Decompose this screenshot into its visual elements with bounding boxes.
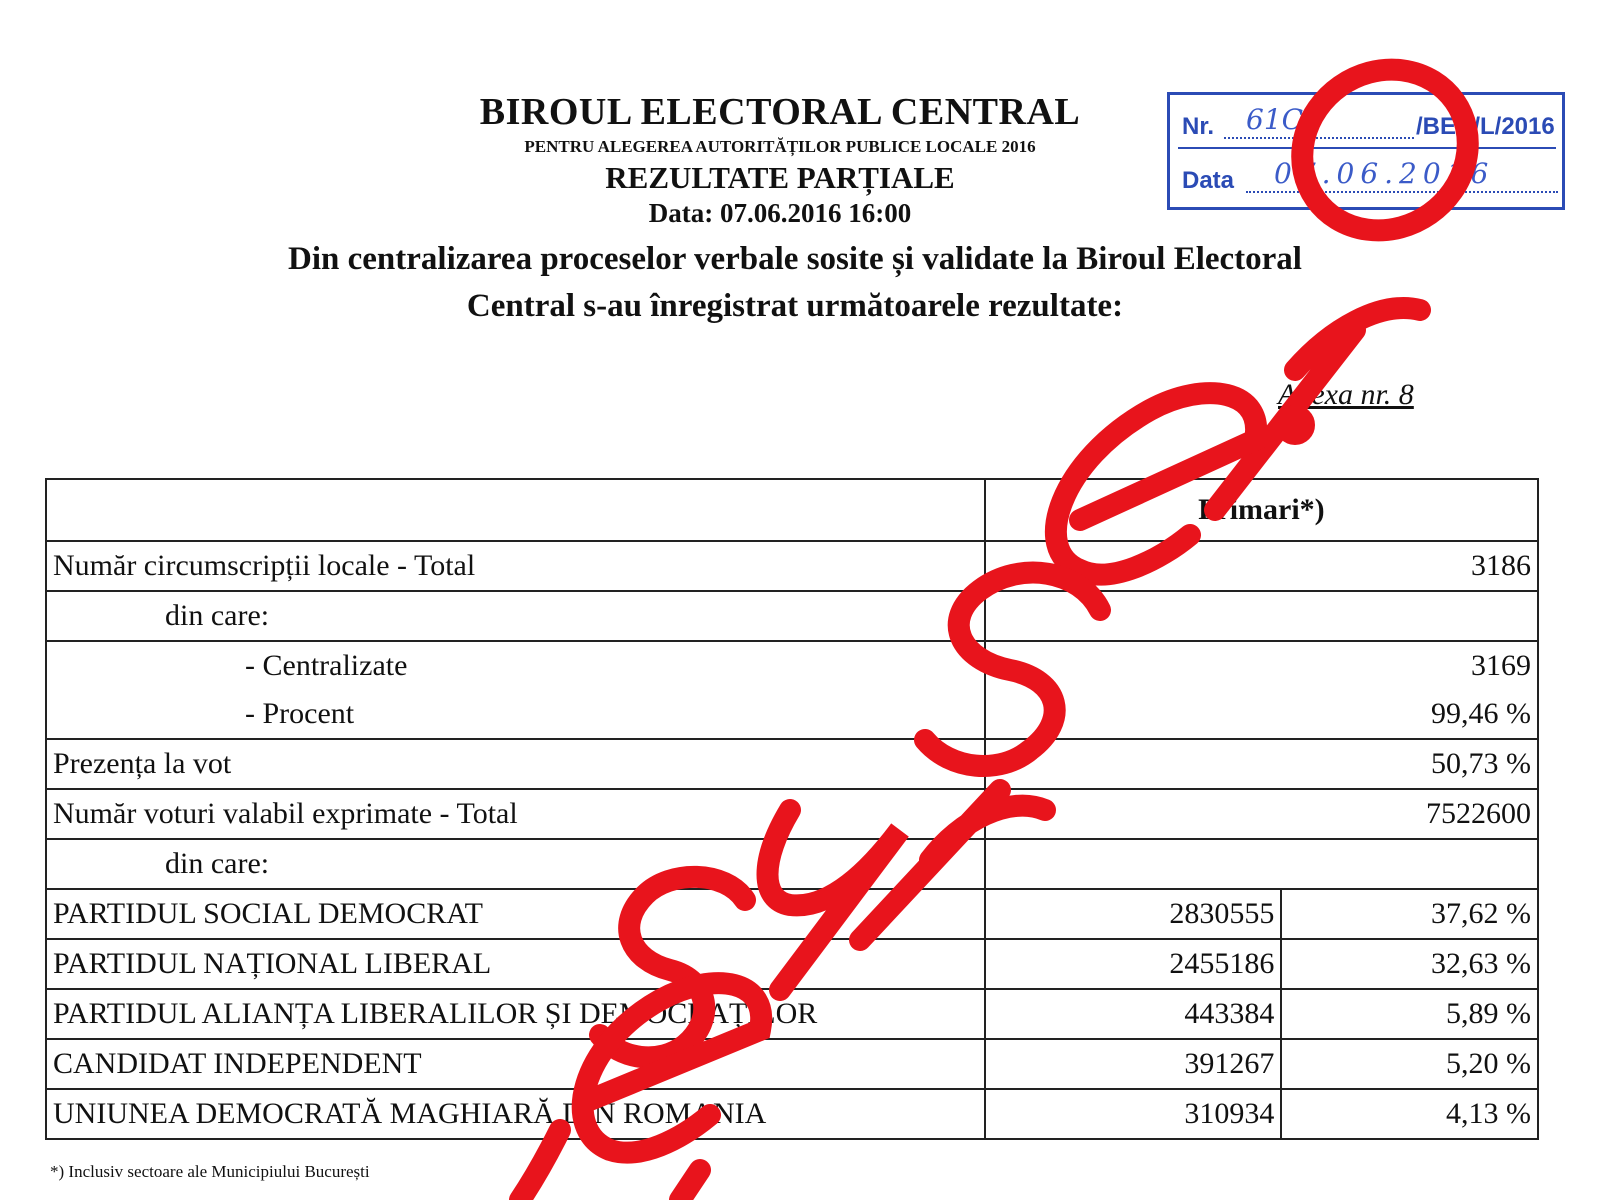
row-value-empty (985, 591, 1538, 641)
party-row (46, 939, 1538, 989)
row-value: 50,73 % (985, 739, 1538, 789)
table-row (46, 789, 1538, 839)
table-row (46, 591, 1538, 641)
party-votes: 310934 (985, 1089, 1282, 1139)
stamp-number-row (1178, 101, 1556, 149)
party-row (46, 1039, 1538, 1089)
table-header-row (46, 479, 1538, 541)
table-row (46, 541, 1538, 591)
results-table (45, 478, 1539, 1140)
party-votes: 2455186 (985, 939, 1282, 989)
document-date: Data: 07.06.2016 16:00 (648, 198, 912, 228)
stamp-date-handwritten: 07.06.2016 (1274, 157, 1495, 190)
column-header-primari: Primari*) (985, 479, 1538, 541)
row-value-empty (985, 839, 1538, 889)
row-label: Prezența la vot (46, 739, 985, 789)
party-row (46, 1089, 1538, 1139)
row-label: Număr voturi valabil exprimate - Total (46, 789, 985, 839)
party-name: PARTIDUL ALIANȚA LIBERALILOR ȘI DEMOCRAȚILOR (46, 989, 985, 1039)
row-label: Număr circumscripții locale - Total (46, 541, 985, 591)
stamp-date-label: Data (1182, 167, 1235, 194)
watermark-r-bottom (520, 1130, 700, 1200)
party-votes: 443384 (985, 989, 1282, 1039)
footnote: *) Inclusiv sectoare ale Municipiului București (50, 1162, 370, 1181)
row-value: 3186 (985, 541, 1538, 591)
stamp-number-handwritten: 61CP (1246, 103, 1322, 136)
party-percent: 4,13 % (1281, 1089, 1538, 1139)
party-percent: 5,20 % (1281, 1039, 1538, 1089)
table-row (46, 690, 1538, 739)
document-subtitle: PENTRU ALEGEREA AUTORITĂȚILOR PUBLICE LOCALE 2016 (524, 137, 1036, 156)
party-percent: 37,62 % (1281, 889, 1538, 939)
intro-text: Din centralizarea proceselor verbale sosite și validate la Biroul Electoral Central s-au înregistrat următoarele rezultate: (288, 241, 1302, 324)
party-percent: 32,63 % (1281, 939, 1538, 989)
annex-number: Anexa nr. 8 (1278, 378, 1414, 411)
party-name: PARTIDUL SOCIAL DEMOCRAT (46, 889, 985, 939)
party-votes: 391267 (985, 1039, 1282, 1089)
party-row (46, 989, 1538, 1039)
party-name: CANDIDAT INDEPENDENT (46, 1039, 985, 1089)
table-row (46, 839, 1538, 889)
registration-stamp (1167, 92, 1565, 210)
party-votes: 2830555 (985, 889, 1282, 939)
table-header-empty (46, 479, 985, 541)
document-type: REZULTATE PARȚIALE (605, 160, 955, 195)
party-name: PARTIDUL NAȚIONAL LIBERAL (46, 939, 985, 989)
watermark-dot (1286, 416, 1304, 434)
document-title: BIROUL ELECTORAL CENTRAL (479, 91, 1081, 133)
stamp-dotted-line (1246, 191, 1558, 193)
stamp-number-suffix: /BEC/L/2016 (1416, 113, 1555, 140)
row-value: 7522600 (985, 789, 1538, 839)
row-label: - Centralizate (46, 641, 985, 690)
stamp-date-row (1178, 155, 1556, 201)
party-name: UNIUNEA DEMOCRATĂ MAGHIARĂ DIN ROMANIA (46, 1089, 985, 1139)
row-value: 3169 (985, 641, 1538, 690)
stamp-dotted-line (1224, 137, 1414, 139)
table-row (46, 641, 1538, 690)
row-label: - Procent (46, 690, 985, 739)
table-row (46, 739, 1538, 789)
party-percent: 5,89 % (1281, 989, 1538, 1039)
stamp-number-label: Nr. (1182, 113, 1215, 140)
row-label: din care: (46, 839, 985, 889)
row-value: 99,46 % (985, 690, 1538, 739)
row-label: din care: (46, 591, 985, 641)
party-row (46, 889, 1538, 939)
